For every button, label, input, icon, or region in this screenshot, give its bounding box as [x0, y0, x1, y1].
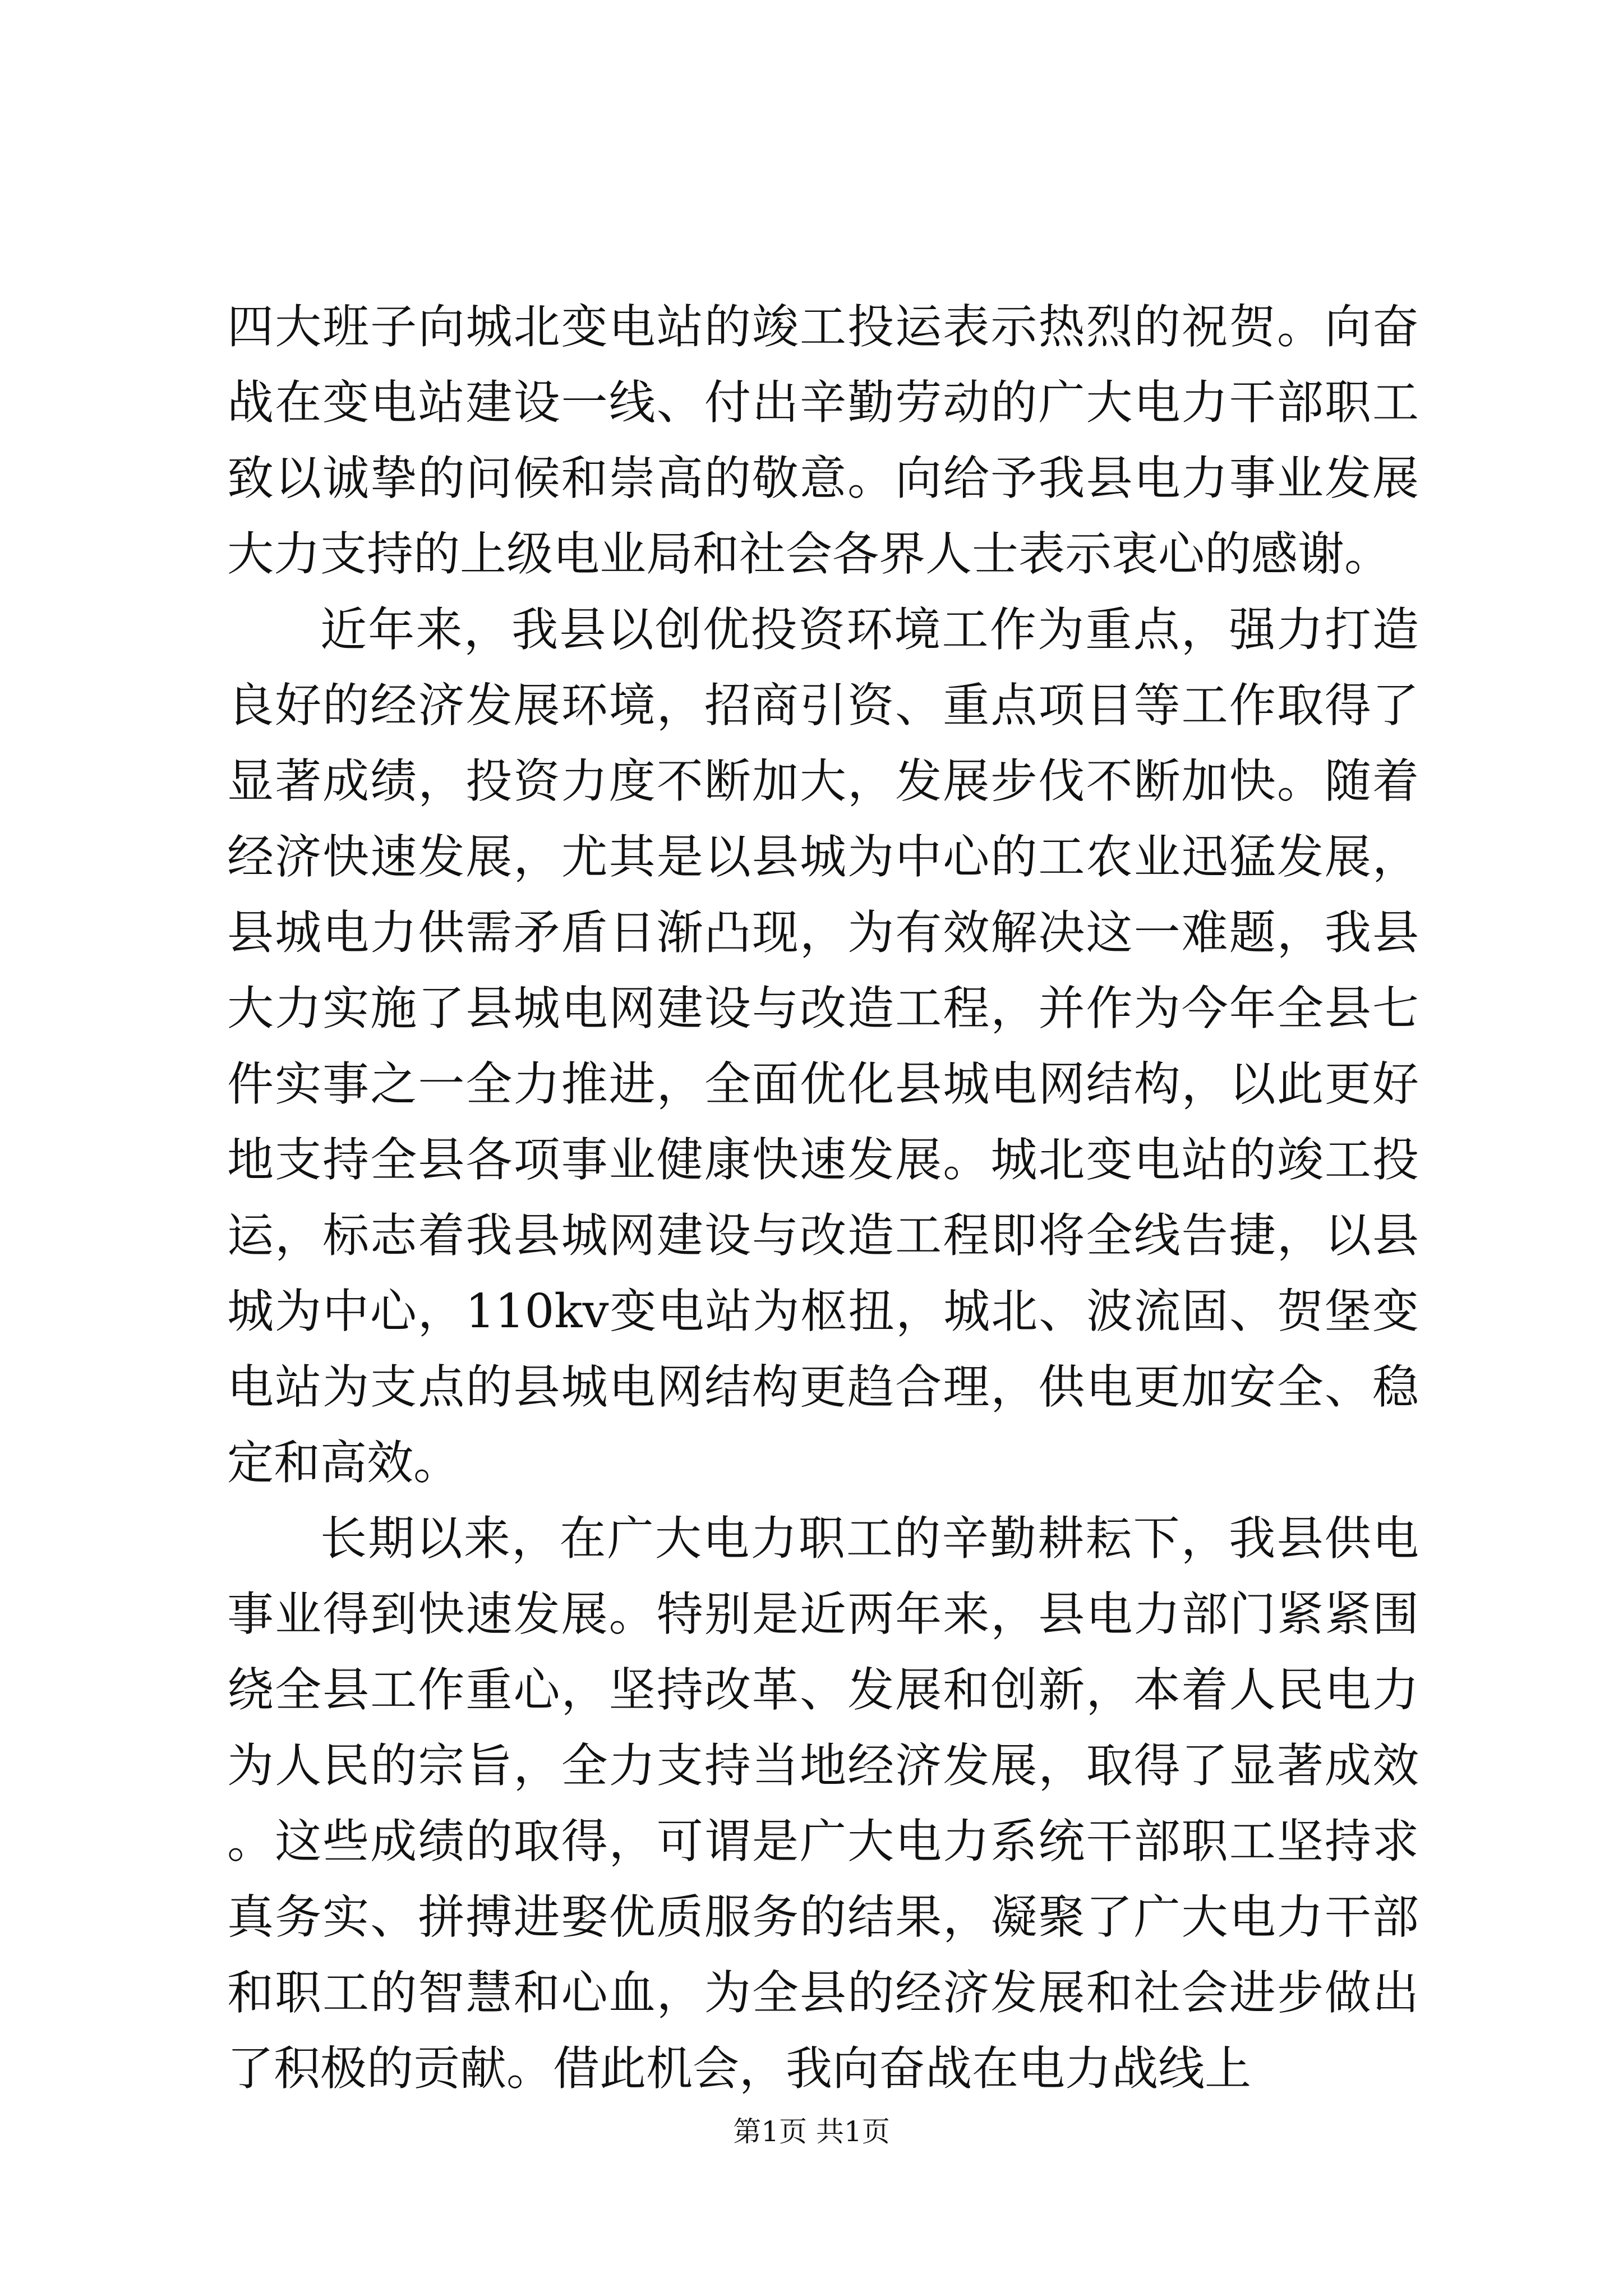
- paragraph-1: 四大班子向城北变电站的竣工投运表示热烈的祝贺。向奋战在变电站建设一线、付出辛勤劳动的广大电力干部职工致以诚挚的问候和崇高的敬意。向给予我县电力事业发展大力支持的上级电业局和社会各界人士表示衷心的感谢。: [227, 300, 1419, 581]
- document-body: [227, 289, 1419, 2106]
- page-footer: 第1页 共1页: [733, 2115, 890, 2148]
- paragraph-3: 长期以来，在广大电力职工的辛勤耕耘下，我县供电事业得到快速发展。特别是近两年来，县电力部门紧紧围绕全县工作重心，坚持改革、发展和创新，本着人民电力为人民的宗旨，全力支持当地经济发展，取得了显著成效。这些成绩的取得，可谓是广大电力系统干部职工坚持求真务实、拼搏进娶优质服务的结果，凝聚了广大电力干部和职工的智慧和心血，为全县的经济发展和社会进步做出了积极的贡献。借此机会，我向奋战在电力战线上: [227, 1511, 1419, 2096]
- paragraph-2: 近年来，我县以创优投资环境工作为重点，强力打造良好的经济发展环境，招商引资、重点项目等工作取得了显著成绩，投资力度不断加大，发展步伐不断加快。随着经济快速发展，尤其是以县城为中心的工农业迅猛发展，县城电力供需矛盾日渐凸现，为有效解决这一难题，我县大力实施了县城电网建设与改造工程，并作为今年全县七件实事之一全力推进，全面优化县城电网结构，以此更好地支持全县各项事业健康快速发展。城北变电站的竣工投运，标志着我县城网建设与改造工程即将全线告捷，以县城为中心，110kv变电站为枢扭，城北、波流固、贺堡变电站为支点的县城电网结构更趋合理，供电更加安全、稳定和高效。: [227, 602, 1419, 1490]
